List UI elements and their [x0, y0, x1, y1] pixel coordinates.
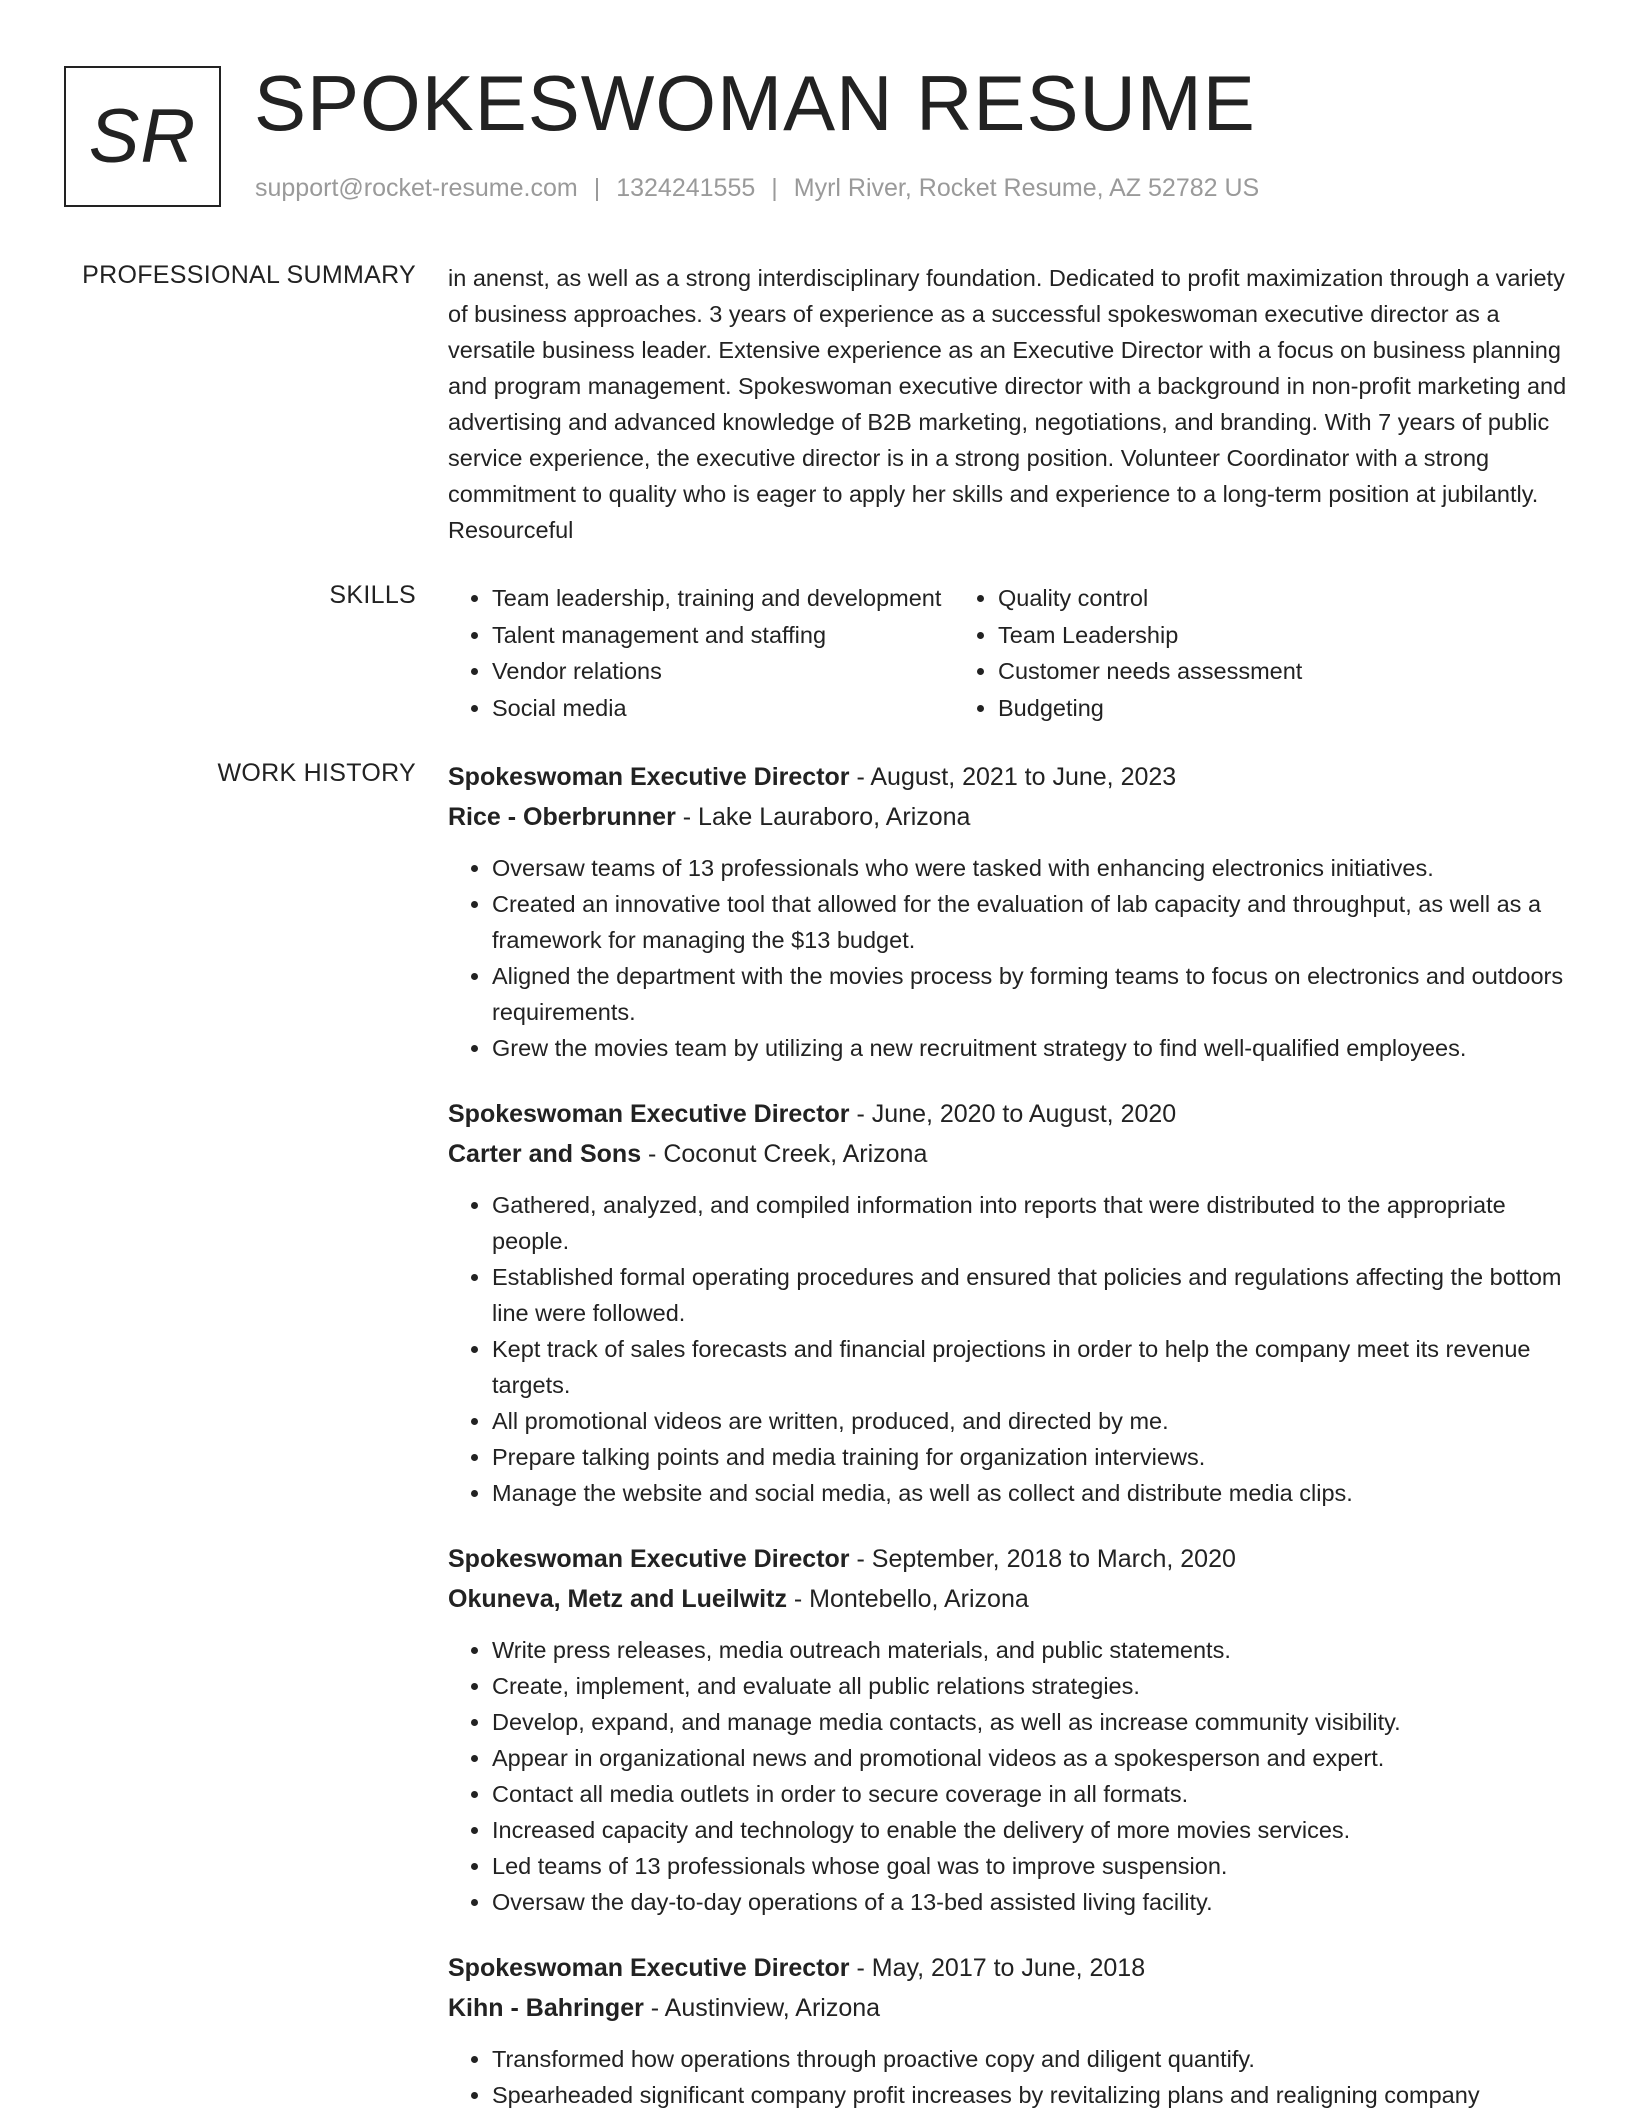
skills-body [448, 580, 1570, 726]
job-bullet: • All promotional videos are written, produced, and directed by me. [492, 1403, 1570, 1439]
job-bullet: • Oversaw the day-to-day operations of a 13-bed assisted living facility. [492, 1884, 1570, 1920]
job-bullet: • Gathered, analyzed, and compiled information into reports that were distributed to the appropriate people. [492, 1187, 1570, 1259]
job-bullet-list [448, 1187, 1570, 1511]
job-bullet: • Increased capacity and technology to enable the delivery of more movies services. [492, 1812, 1570, 1848]
job-bullet: • Established formal operating procedures and ensured that policies and regulations affecting the bottom line were followed. [492, 1259, 1570, 1331]
contact-line [255, 174, 1259, 203]
job-bullet: • Develop, expand, and manage media contacts, as well as increase community visibility. [492, 1704, 1570, 1740]
contact-separator: | [771, 174, 778, 202]
job-bullet: • Grew the movies team by utilizing a new recruitment strategy to find well-qualified employees. [492, 1030, 1570, 1066]
job-bullet-list [448, 850, 1570, 1066]
job-bullet: • Prepare talking points and media training for organization interviews. [492, 1439, 1570, 1475]
job-title-line [448, 1094, 1570, 1134]
job-bullet: • Aligned the department with the movies process by forming teams to focus on electronics and outdoors requirements. [492, 958, 1570, 1030]
job-company: Carter and Sons [448, 1140, 642, 1168]
monogram-box [64, 66, 221, 207]
job-company: Okuneva, Metz and Lueilwitz [448, 1585, 787, 1613]
work-history-body [448, 757, 1570, 2112]
job-company: Kihn - Bahringer [448, 1994, 644, 2022]
job-bullet: • Contact all media outlets in order to secure coverage in all formats. [492, 1776, 1570, 1812]
job-title-line [448, 757, 1570, 797]
job-bullet: • Spearheaded significant company profit increases by revitalizing plans and realigning company [492, 2077, 1570, 2112]
job-dates: - June, 2020 to August, 2020 [849, 1100, 1177, 1128]
job-company-line [448, 1988, 1570, 2028]
job-bullet: • Manage the website and social media, as well as collect and distribute media clips. [492, 1475, 1570, 1511]
job-bullet: • Created an innovative tool that allowed for the evaluation of lab capacity and throughput, as well as a framework for managing the $13 budget. [492, 886, 1570, 958]
contact-address: Myrl River, Rocket Resume, AZ 52782 US [793, 174, 1260, 202]
job-bullet-list [448, 2041, 1570, 2112]
skill-item: • Vendor relations [492, 653, 954, 690]
job-dates: - September, 2018 to March, 2020 [849, 1545, 1236, 1573]
job-company: Rice - Oberbrunner [448, 803, 676, 831]
job-entry [448, 757, 1570, 1066]
skill-item: • Social media [492, 690, 954, 727]
job-entry [448, 1539, 1570, 1920]
job-title-line [448, 1539, 1570, 1579]
summary-label: PROFESSIONAL SUMMARY [82, 261, 416, 289]
monogram-initials: SR [88, 94, 197, 179]
job-bullet: • Appear in organizational news and promotional videos as a spokesperson and expert. [492, 1740, 1570, 1776]
job-title: Spokeswoman Executive Director [448, 763, 850, 791]
skills-label: SKILLS [329, 581, 416, 609]
summary-body [448, 260, 1570, 548]
skill-item: • Team Leadership [998, 617, 1454, 654]
job-bullet: • Create, implement, and evaluate all public relations strategies. [492, 1668, 1570, 1704]
skill-item: • Talent management and staffing [492, 617, 954, 654]
job-company-line [448, 1579, 1570, 1619]
skill-item: • Quality control [998, 580, 1454, 617]
skills-column-left [448, 580, 954, 726]
job-title: Spokeswoman Executive Director [448, 1954, 850, 1982]
job-bullet: • Led teams of 13 professionals whose goal was to improve suspension. [492, 1848, 1570, 1884]
job-location: - Montebello, Arizona [786, 1585, 1029, 1613]
job-entry [448, 1948, 1570, 2112]
contact-email: support@rocket-resume.com [255, 174, 578, 202]
work-history-label: WORK HISTORY [217, 759, 416, 787]
job-bullet: • Kept track of sales forecasts and financial projections in order to help the company meet its revenue targets. [492, 1331, 1570, 1403]
job-company-line [448, 1134, 1570, 1174]
skills-column-right [954, 580, 1454, 726]
job-bullet-list [448, 1632, 1570, 1920]
job-bullet: • Oversaw teams of 13 professionals who were tasked with enhancing electronics initiatives. [492, 850, 1570, 886]
job-title-line [448, 1948, 1570, 1988]
job-location: - Coconut Creek, Arizona [641, 1140, 928, 1168]
skill-item: • Customer needs assessment [998, 653, 1454, 690]
summary-text: in anenst, as well as a strong interdisciplinary foundation. Dedicated to profit maximization through a variety of business approaches. 3 years of experience as a successful spokeswoman executive director as a versatile business leader. Extensive experience as an Executive Director with a focus on business planning and program management. Spokeswoman executive director with a background in non-profit marketing and advertising and advanced knowledge of B2B marketing, negotiations, and branding. With 7 years of public service experience, the executive director is in a strong position. Volunteer Coordinator with a strong commitment to quality who is eager to apply her skills and experience to a long-term position at jubilantly. Resourceful [448, 265, 1567, 543]
contact-separator: | [593, 174, 601, 202]
job-company-line [448, 797, 1570, 837]
job-dates: - May, 2017 to June, 2018 [849, 1954, 1146, 1982]
skills-grid [448, 580, 1570, 726]
job-title: Spokeswoman Executive Director [448, 1545, 850, 1573]
job-title: Spokeswoman Executive Director [448, 1100, 850, 1128]
resume-title: SPOKESWOMAN RESUME [254, 59, 1256, 147]
contact-phone: 1324241555 [616, 174, 756, 202]
job-location: - Austinview, Arizona [643, 1994, 881, 2022]
job-dates: - August, 2021 to June, 2023 [849, 763, 1177, 791]
job-location: - Lake Lauraboro, Arizona [675, 803, 971, 831]
job-entry [448, 1094, 1570, 1511]
job-bullet: • Write press releases, media outreach materials, and public statements. [492, 1632, 1570, 1668]
skill-item: • Budgeting [998, 690, 1454, 727]
job-bullet: • Transformed how operations through proactive copy and diligent quantify. [492, 2041, 1570, 2077]
skill-item: • Team leadership, training and development [492, 580, 954, 617]
